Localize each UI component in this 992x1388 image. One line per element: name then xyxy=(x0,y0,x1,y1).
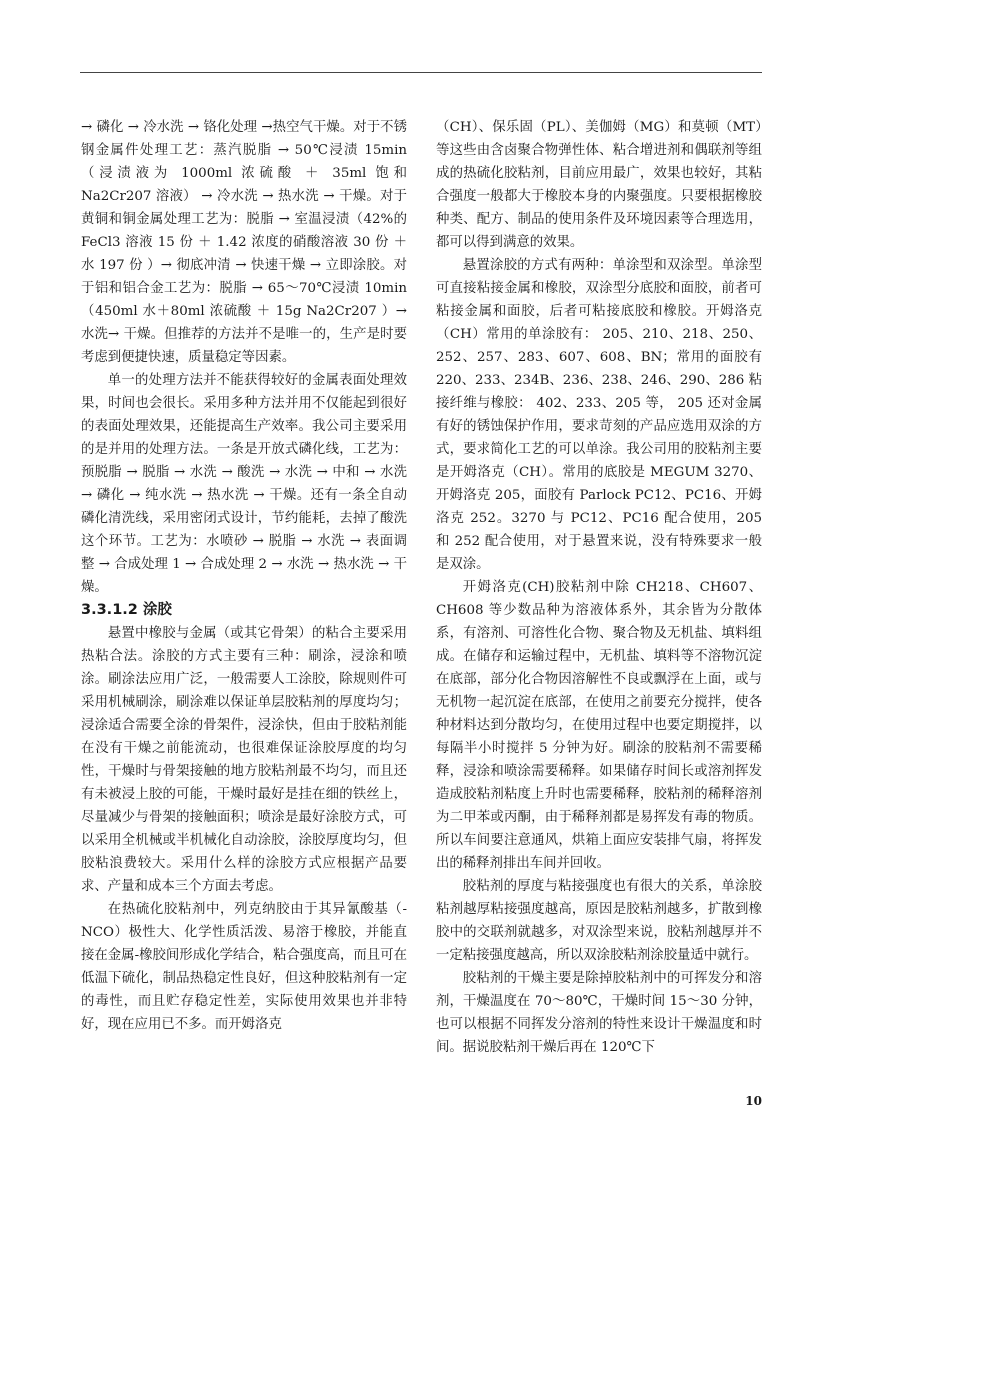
header-rule xyxy=(80,72,762,73)
left-column xyxy=(81,116,407,1036)
left-paragraph-2: 单一的处理方法并不能获得较好的金属表面处理效果，时间也会很长。采用多种方法并用不仅能起到很好的表面处理效果，还能提高生产效率。我公司主要采用的是并用的处理方法。一条是开放式磷化线，工艺为：预脱脂 → 脱脂 → 水洗 → 酸洗 → 水洗 → 中和 → 水洗 → 磷化 → 纯水洗 → 热水洗 → 干燥。还有一条全自动磷化清洗线，采用密闭式设计，节约能耗，去掉了酸洗这个环节。工艺为：水喷砂 → 脱脂 → 水洗 → 表面调整 → 合成处理 1 → 合成处理 2 → 水洗 → 热水洗 → 干燥。 xyxy=(81,373,407,595)
right-paragraph-3: 开姆洛克(CH)胶粘剂中除 CH218、CH607、CH608 等少数品种为溶液体系外，其余皆为分散体系，有溶剂、可溶性化合物、聚合物及无机盐、填料组成。在储存和运输过程中，无机盐、填料等不溶物沉淀在底部，部分化合物因溶解性不良或飘浮在上面，或与无机物一起沉淀在底部，在使用之前要充分搅拌，使各种材料达到分散均匀，在使用过程中也要定期搅拌，以每隔半小时搅拌 5 分钟为好。刷涂的胶粘剂不需要稀释，浸涂和喷涂需要稀释。如果储存时间长或溶剂挥发造成胶粘剂粘度上升时也需要稀释，胶粘剂的稀释溶剂为二甲苯或丙酮，由于稀释剂都是易挥发有毒的物质。所以车间要注意通风，烘箱上面应安装排气扇，将挥发出的稀释剂排出车间并回收。 xyxy=(436,580,762,871)
left-paragraph-4: 在热硫化胶粘剂中，列克纳胶由于其异氰酸基（-NCO）极性大、化学性质活泼、易溶于橡胶，并能直接在金属-橡胶间形成化学结合，粘合强度高，而且可在低温下硫化，制品热稳定性良好，但这种胶粘剂有一定的毒性，而且贮存稳定性差，实际使用效果也并非特好，现在应用已不多。而开姆洛克 xyxy=(81,902,407,1032)
right-paragraph-5: 胶粘剂的干燥主要是除掉胶粘剂中的可挥发分和溶剂，干燥温度在 70～80℃，干燥时间 15～30 分钟，也可以根据不同挥发分溶剂的特性来设计干燥温度和时间。据说胶粘剂干燥后再在 120℃下 xyxy=(436,971,762,1055)
right-column xyxy=(436,116,762,1059)
right-paragraph-2: 悬置涂胶的方式有两种：单涂型和双涂型。单涂型可直接粘接金属和橡胶，双涂型分底胶和面胶，前者可粘接金属和面胶，后者可粘接底胶和橡胶。开姆洛克（CH）常用的单涂胶有： 205、210、218、250、252、257、283、607、608、BN；常用的面胶有 220、233、234B、236、238、246、290、286 粘接纤维与橡胶： 402、233、205 等， 205 还对金属有好的锈蚀保护作用，要求苛刻的产品应选用双涂的方式，要求简化工艺的可以单涂。我公司用的胶粘剂主要是开姆洛克（CH）。常用的底胶是 MEGUM 3270、开姆洛克 205，面胶有 Parlock PC12、PC16、开姆洛克 252。3270 与 PC12、PC16 配合使用，205 和 252 配合使用，对于悬置来说，没有特殊要求一般是双涂。 xyxy=(436,258,762,572)
section-heading: 3.3.1.2 涂胶 xyxy=(81,602,172,618)
left-paragraph-3: 悬置中橡胶与金属（或其它骨架）的粘合主要采用热粘合法。涂胶的方式主要有三种：刷涂，浸涂和喷涂。刷涂法应用广泛，一般需要人工涂胶，除规则件可采用机械刷涂，刷涂难以保证单层胶粘剂的厚度均匀；浸涂适合需要全涂的骨架件，浸涂快，但由于胶粘剂能在没有干燥之前能流动，也很难保证涂胶厚度的均匀性，干燥时与骨架接触的地方胶粘剂最不均匀，而且还有未被浸上胶的可能，干燥时最好是挂在细的铁丝上，尽量减少与骨架的接触面积；喷涂是最好涂胶方式，可以采用全机械或半机械化自动涂胶，涂胶厚度均匀，但胶粘浪费较大。采用什么样的涂胶方式应根据产品要求、产量和成本三个方面去考虑。 xyxy=(81,626,407,894)
right-paragraph-1: （CH）、保乐固（PL）、美伽姆（MG）和莫顿（MT）等这些由含卤聚合物弹性体、粘合增进剂和偶联剂等组成的热硫化胶粘剂，目前应用最广，效果也较好，其粘合强度一般都大于橡胶本身的内聚强度。只要根据橡胶种类、配方、制品的使用条件及环境因素等合理选用，都可以得到满意的效果。 xyxy=(436,120,762,250)
right-paragraph-4: 胶粘剂的厚度与粘接强度也有很大的关系，单涂胶粘剂越厚粘接强度越高，原因是胶粘剂越多，扩散到橡胶中的交联剂就越多，对双涂型来说，胶粘剂越厚并不一定粘接强度越高，所以双涂胶粘剂涂胶量适中就行。 xyxy=(436,879,762,963)
page-number: 10 xyxy=(745,1094,762,1108)
left-paragraph-1: → 磷化 → 冷水洗 → 铬化处理 →热空气干燥。对于不锈钢金属件处理工艺：蒸汽脱脂 → 50℃浸渍 15min（浸渍液为 1000ml 浓硫酸 ＋ 35ml 饱和 Na2Cr207 溶液） → 冷水洗 → 热水洗 → 干燥。对于黄铜和铜金属处理工艺为：脱脂 → 室温浸渍（42%的 FeCl3 溶液 15 份 ＋ 1.42 浓度的硝酸溶液 30 份 ＋ 水 197 份 ）→ 彻底冲清 → 快速干燥 → 立即涂胶。对于铝和铝合金工艺为：脱脂 → 65～70℃浸渍 10min（450ml 水＋80ml 浓硫酸 ＋ 15g Na2Cr207 ）→ 水洗→ 干燥。但推荐的方法并不是唯一的，生产是时要考虑到便捷快速，质量稳定等因素。 xyxy=(81,120,407,365)
